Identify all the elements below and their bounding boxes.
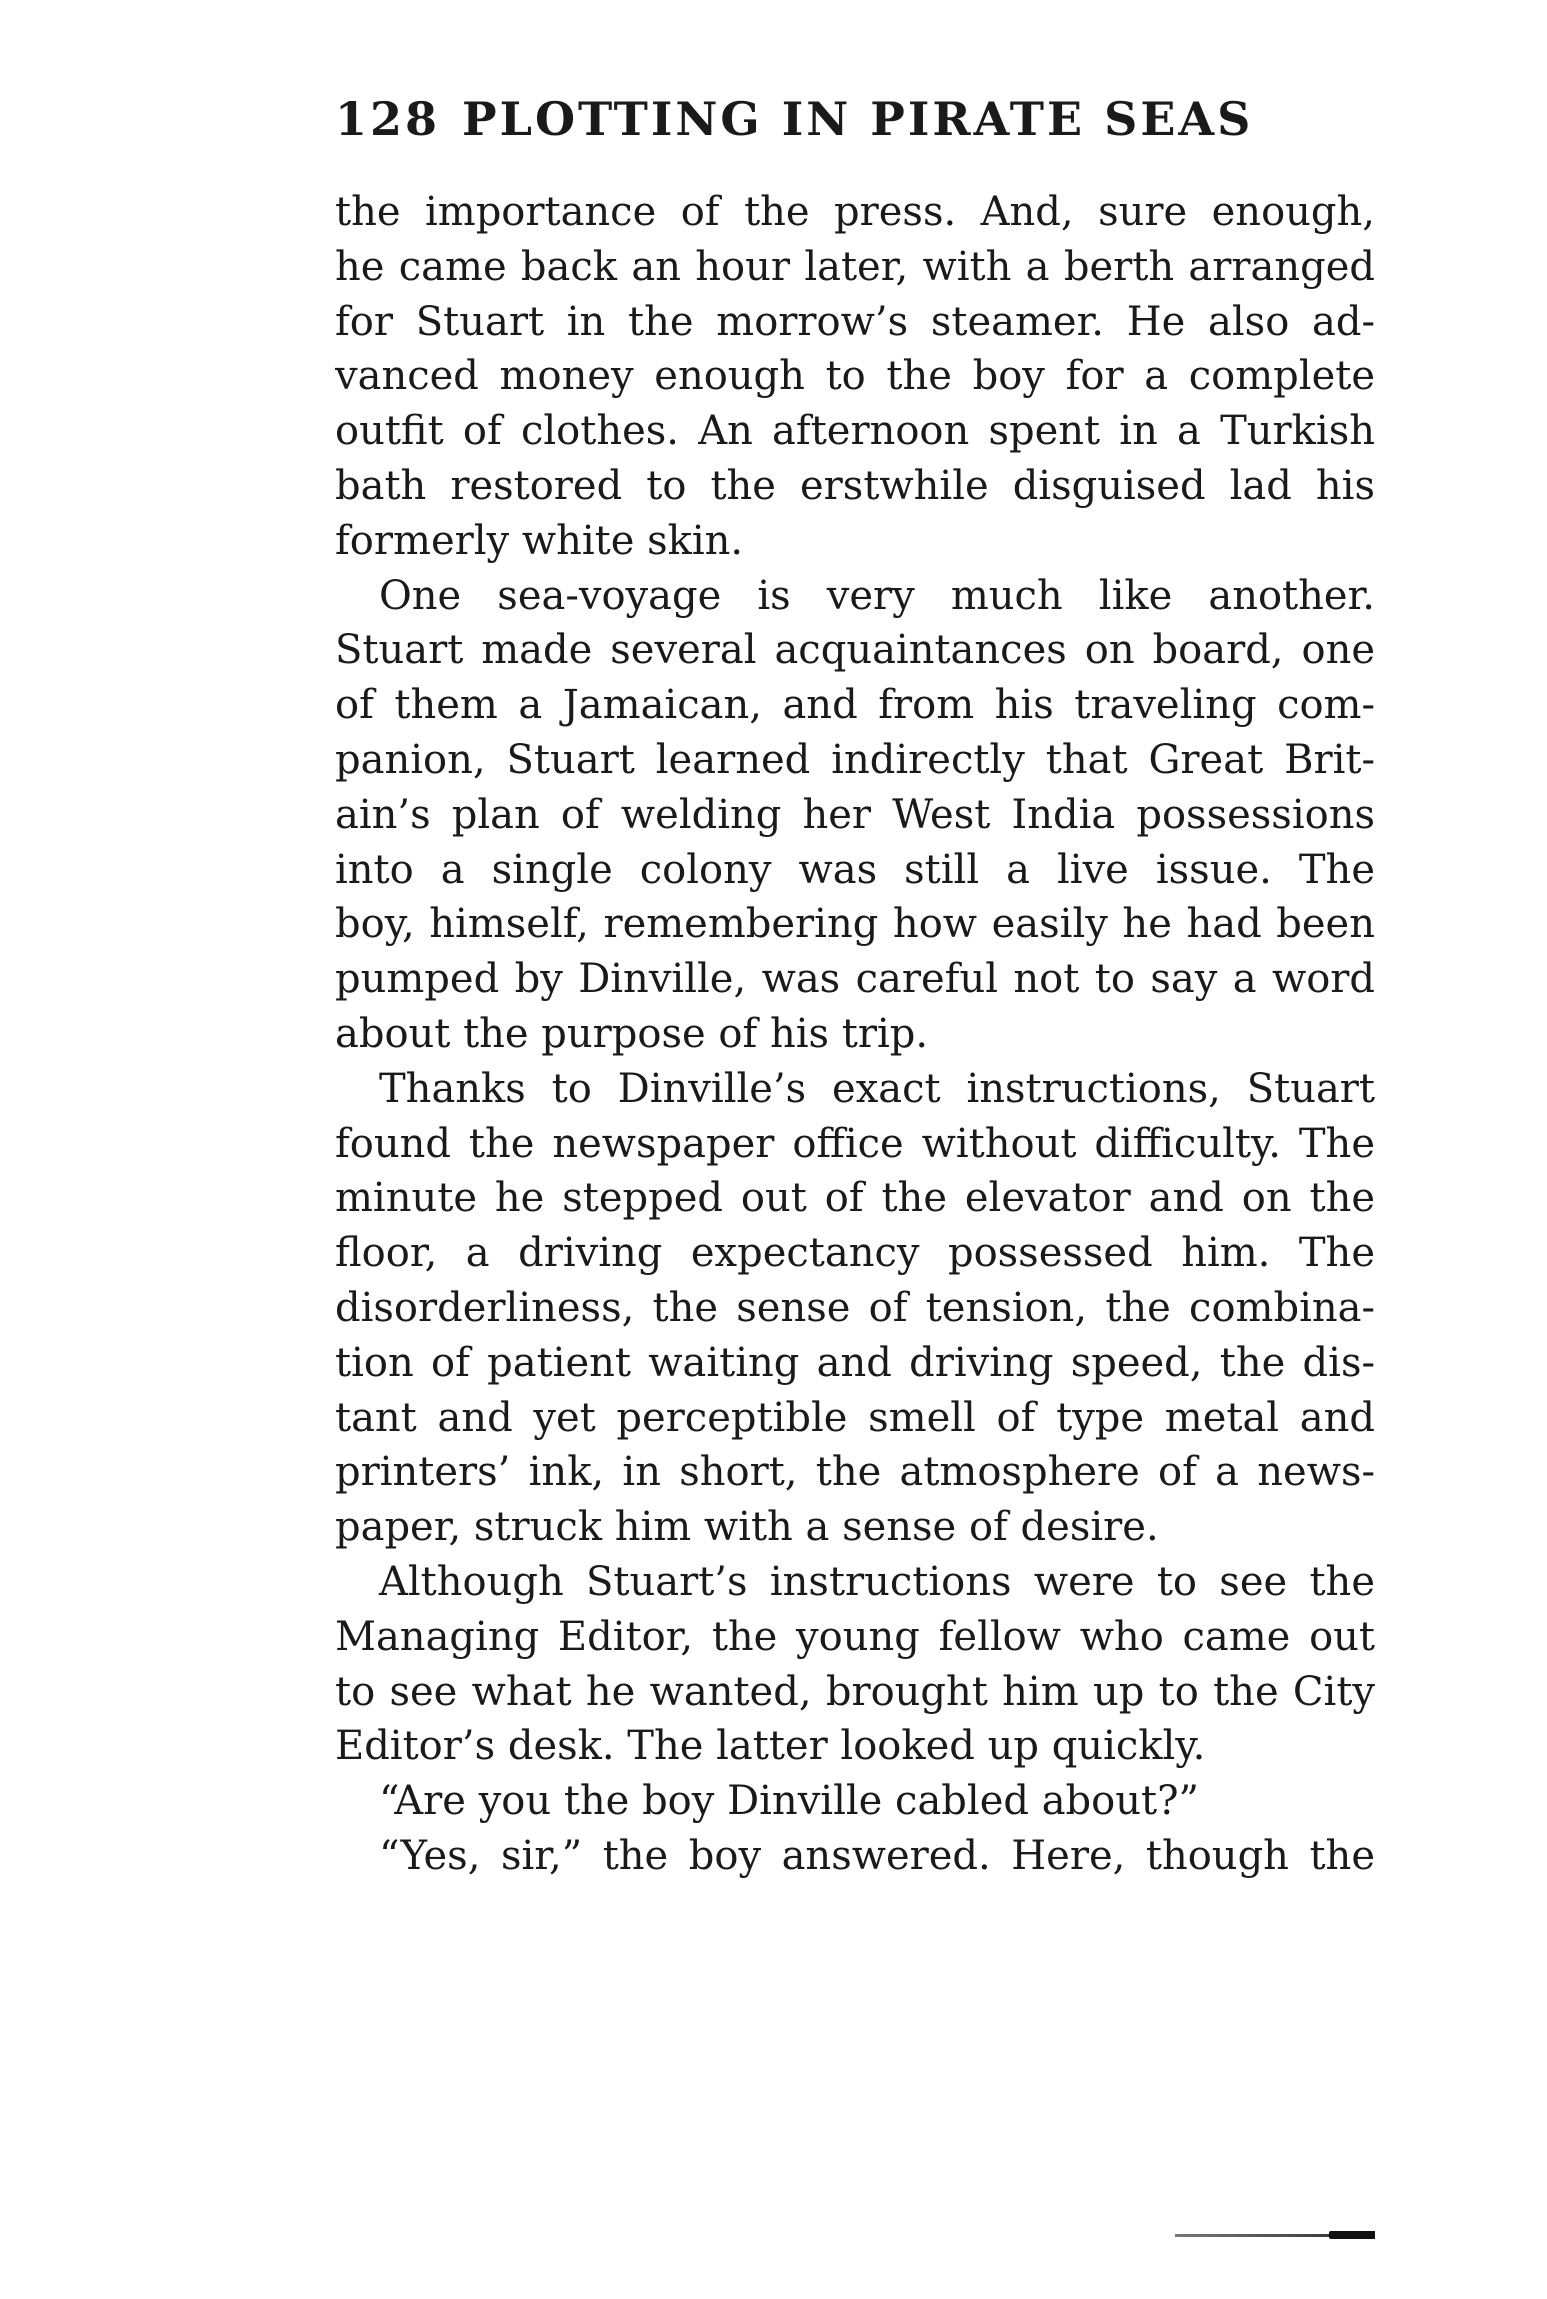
text-line: disorderliness, the sense of tension, the combina- (335, 1284, 1375, 1331)
text-line: Although Stuart’s instructions were to see the (379, 1558, 1375, 1605)
text-line: formerly white skin. (335, 517, 744, 564)
text-line: tion of patient waiting and driving speed, the dis- (335, 1339, 1375, 1386)
text-line: found the newspaper office without difficulty. The (335, 1120, 1375, 1167)
text-line: bath restored to the erstwhile disguised lad his (335, 462, 1375, 509)
running-head (335, 92, 1375, 146)
text-line: for Stuart in the morrow’s steamer. He also ad- (335, 298, 1375, 345)
text-line: One sea-voyage is very much like another. (379, 572, 1375, 619)
text-line: minute he stepped out of the elevator and on the (335, 1175, 1375, 1222)
text-line: tant and yet perceptible smell of type metal and (335, 1394, 1375, 1441)
text-line: Thanks to Dinville’s exact instructions, Stuart (379, 1065, 1375, 1112)
text-line: “Yes, sir,” the boy answered. Here, though the (379, 1832, 1375, 1879)
text-line: of them a Jamaican, and from his traveling com- (335, 682, 1375, 729)
text-line: the importance of the press. And, sure enough, (335, 189, 1375, 235)
text-line: floor, a driving expectancy possessed him. The (335, 1230, 1375, 1277)
footer-rule (1175, 2234, 1375, 2237)
text-line: Stuart made several acquaintances on board, one (335, 627, 1375, 674)
text-line: outfit of clothes. An afternoon spent in a Turkish (335, 408, 1375, 455)
running-title: PLOTTING IN PIRATE SEAS (462, 92, 1254, 146)
text-line: vanced money enough to the boy for a complete (335, 353, 1375, 400)
page-number: 128 (335, 92, 441, 146)
text-line: ain’s plan of welding her West India possessions (335, 791, 1375, 838)
text-line: into a single colony was still a live issue. The (335, 846, 1375, 893)
text-line: printers’ ink, in short, the atmosphere of a news- (335, 1449, 1375, 1496)
text-line: “Are you the boy Dinville cabled about?” (379, 1778, 1199, 1825)
text-line: Editor’s desk. The latter looked up quickly. (335, 1723, 1206, 1770)
text-line: Managing Editor, the young fellow who came out (335, 1613, 1375, 1660)
text-line: paper, struck him with a sense of desire. (335, 1504, 1159, 1551)
body-text (335, 185, 1375, 1884)
text-line: he came back an hour later, with a berth arranged (335, 243, 1375, 290)
text-line: pumped by Dinville, was careful not to say a word (335, 956, 1375, 1003)
text-line: panion, Stuart learned indirectly that Great Brit- (335, 736, 1375, 783)
text-line: to see what he wanted, brought him up to the City (335, 1668, 1375, 1715)
text-line: about the purpose of his trip. (335, 1010, 929, 1057)
text-line: boy, himself, remembering how easily he had been (335, 901, 1375, 948)
